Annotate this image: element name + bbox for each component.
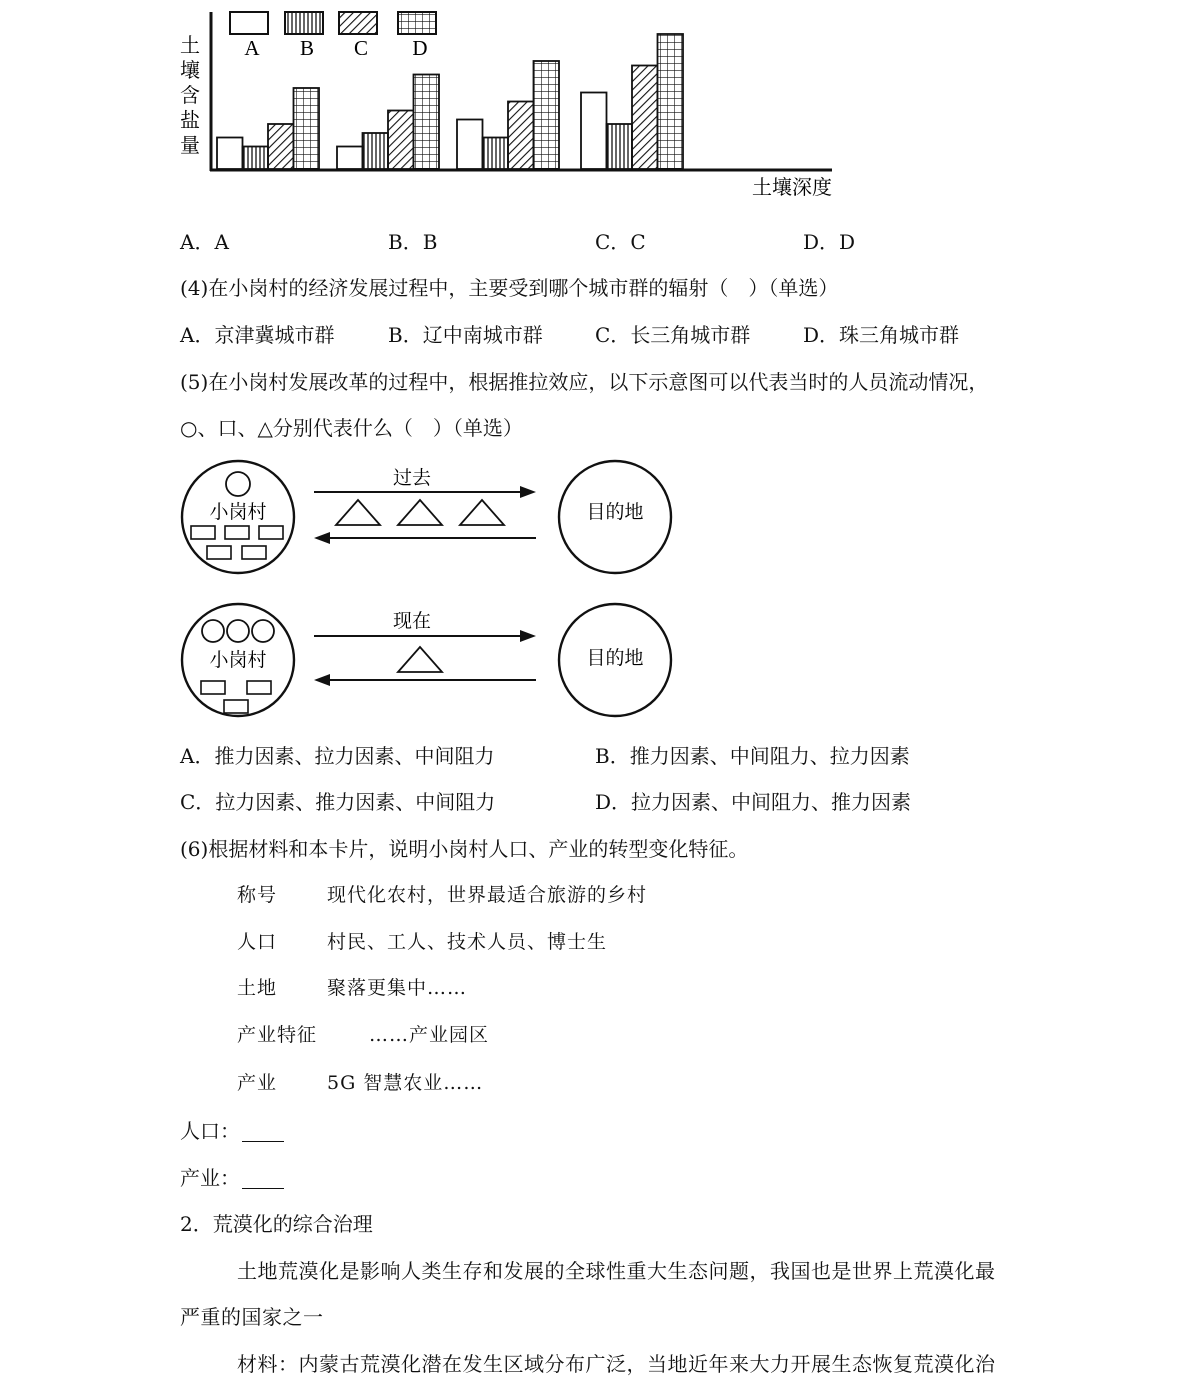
option-letter: B． xyxy=(388,323,423,347)
option-letter: A． xyxy=(180,230,215,254)
legend-swatch-c xyxy=(339,12,377,34)
option-letter: B． xyxy=(595,744,630,768)
bar-a-depth-2 xyxy=(337,147,363,170)
village-label-now: 小岗村 xyxy=(209,649,267,671)
answer-label: 人口： xyxy=(180,1119,240,1143)
bar-a-depth-4 xyxy=(581,93,607,170)
q5-option-c[interactable] xyxy=(180,786,495,815)
option-text: D xyxy=(839,230,856,254)
past-label: 过去 xyxy=(392,467,432,489)
bar-d-depth-3 xyxy=(534,61,560,169)
legend-label-d: D xyxy=(412,36,428,60)
legend-label-a: A xyxy=(244,36,260,60)
card-value-title: 现代化农村，世界最适合旅游的乡村 xyxy=(327,884,648,906)
arrowhead xyxy=(520,486,536,498)
option-text: C xyxy=(630,230,646,254)
arrowhead xyxy=(520,630,536,642)
bar-a-depth-1 xyxy=(217,138,243,170)
card-key-land: 土地 xyxy=(237,977,278,999)
salinity-bar-chart xyxy=(170,0,850,205)
push-pull-diagram xyxy=(170,455,710,725)
bar-b-depth-2 xyxy=(363,133,389,169)
push-factor-box xyxy=(207,546,231,559)
answer-blank-population[interactable] xyxy=(242,1123,284,1142)
push-factor-box xyxy=(191,526,215,539)
q3-option-a[interactable] xyxy=(180,226,229,255)
q5-option-b[interactable] xyxy=(595,740,910,769)
pull-factor-circle xyxy=(227,620,249,642)
legend-swatch-d xyxy=(398,12,436,34)
section2-para-line2: 严重的国家之一 xyxy=(180,1305,324,1329)
arrowhead xyxy=(314,532,330,544)
option-text: 推力因素、拉力因素、中间阻力 xyxy=(214,744,495,768)
option-letter: A． xyxy=(180,744,215,768)
answer-label: 产业： xyxy=(180,1166,240,1190)
option-letter: B． xyxy=(388,230,423,254)
push-factor-box xyxy=(201,681,225,694)
section2-material: 材料：内蒙古荒漠化潜在发生区域分布广泛，当地近年来大力开展生态恢复荒漠化治 xyxy=(237,1352,996,1376)
card-key-title: 称号 xyxy=(237,884,278,906)
bar-c-depth-4 xyxy=(632,66,658,170)
q3-option-b[interactable] xyxy=(388,226,437,255)
option-letter: C． xyxy=(180,790,216,814)
pull-factor-circle xyxy=(226,472,250,496)
bar-d-depth-2 xyxy=(414,75,440,170)
option-text: 珠三角城市群 xyxy=(839,323,960,347)
now-label: 现在 xyxy=(392,610,432,632)
q4-option-d[interactable] xyxy=(803,319,959,348)
bar-c-depth-1 xyxy=(268,124,294,169)
pull-factor-circle xyxy=(202,620,224,642)
legend-swatch-b xyxy=(285,12,323,34)
x-axis-label: 土壤深度 xyxy=(752,175,832,199)
legend-swatch-a xyxy=(230,12,268,34)
option-text: 京津冀城市群 xyxy=(214,323,335,347)
option-text: 拉力因素、中间阻力、推力因素 xyxy=(631,790,912,814)
option-letter: C． xyxy=(595,230,631,254)
q5-stem-line2: ○、口、△分别代表什么（ ）（单选） xyxy=(180,416,523,440)
card-key-population: 人口 xyxy=(237,931,278,953)
y-axis-label: 土壤含盐量 xyxy=(180,33,200,157)
bar-b-depth-1 xyxy=(243,147,269,170)
q3-option-c[interactable] xyxy=(595,226,646,255)
q4-stem: (4)在小岗村的经济发展过程中，主要受到哪个城市群的辐射（ ）（单选） xyxy=(180,276,839,300)
bar-b-depth-4 xyxy=(607,124,633,169)
push-factor-box xyxy=(259,526,283,539)
bar-d-depth-4 xyxy=(658,34,684,169)
option-text: A xyxy=(214,230,229,254)
push-factor-box xyxy=(242,546,266,559)
card-value-industry-feature: ……产业园区 xyxy=(369,1024,490,1046)
pull-factor-circle xyxy=(252,620,274,642)
destination-label-now: 目的地 xyxy=(586,647,644,669)
option-text: 长三角城市群 xyxy=(630,323,751,347)
obstacle-triangle xyxy=(336,500,380,525)
card-value-industry: 5G 智慧农业…… xyxy=(327,1072,484,1094)
q6-stem: (6)根据材料和本卡片，说明小岗村人口、产业的转型变化特征。 xyxy=(180,837,749,861)
section2-title: 2．荒漠化的综合治理 xyxy=(180,1212,373,1236)
q5-option-a[interactable] xyxy=(180,740,494,769)
obstacle-triangle xyxy=(398,500,442,525)
village-label-past: 小岗村 xyxy=(209,501,267,523)
option-letter: D． xyxy=(595,790,632,814)
option-text: B xyxy=(422,230,438,254)
q4-option-a[interactable] xyxy=(180,319,334,348)
obstacle-triangle xyxy=(398,647,442,672)
push-factor-box xyxy=(224,700,248,713)
bar-d-depth-1 xyxy=(294,88,320,169)
option-letter: D． xyxy=(803,323,840,347)
legend-label-c: C xyxy=(353,36,369,60)
push-factor-box xyxy=(247,681,271,694)
option-text: 辽中南城市群 xyxy=(422,323,543,347)
answer-blank-industry[interactable] xyxy=(242,1170,284,1189)
arrowhead xyxy=(314,674,330,686)
bar-a-depth-3 xyxy=(457,120,483,170)
destination-label-past: 目的地 xyxy=(586,501,644,523)
answer-industry xyxy=(180,1162,284,1191)
q4-option-b[interactable] xyxy=(388,319,543,348)
obstacle-triangle xyxy=(460,500,504,525)
option-text: 拉力因素、推力因素、中间阻力 xyxy=(215,790,496,814)
q3-option-d[interactable] xyxy=(803,226,855,255)
option-text: 推力因素、中间阻力、拉力因素 xyxy=(629,744,910,768)
answer-population xyxy=(180,1115,284,1144)
card-value-population: 村民、工人、技术人员、博士生 xyxy=(327,931,608,953)
card-key-industry: 产业 xyxy=(237,1072,278,1094)
option-letter: C． xyxy=(595,323,631,347)
bar-b-depth-3 xyxy=(483,138,509,170)
card-value-land: 聚落更集中…… xyxy=(327,977,468,999)
q5-stem-line1: (5)在小岗村发展改革的过程中，根据推拉效应，以下示意图可以代表当时的人员流动情况， xyxy=(180,370,989,394)
legend-label-b: B xyxy=(299,36,315,60)
q4-option-c[interactable] xyxy=(595,319,750,348)
option-letter: A． xyxy=(180,323,215,347)
card-key-industry-feature: 产业特征 xyxy=(237,1024,318,1046)
push-factor-box xyxy=(225,526,249,539)
option-letter: D． xyxy=(803,230,840,254)
bar-c-depth-3 xyxy=(508,102,534,170)
bar-c-depth-2 xyxy=(388,111,414,170)
q5-option-d[interactable] xyxy=(595,786,911,815)
section2-para-line1: 土地荒漠化是影响人类生存和发展的全球性重大生态问题，我国也是世界上荒漠化最 xyxy=(237,1259,996,1283)
